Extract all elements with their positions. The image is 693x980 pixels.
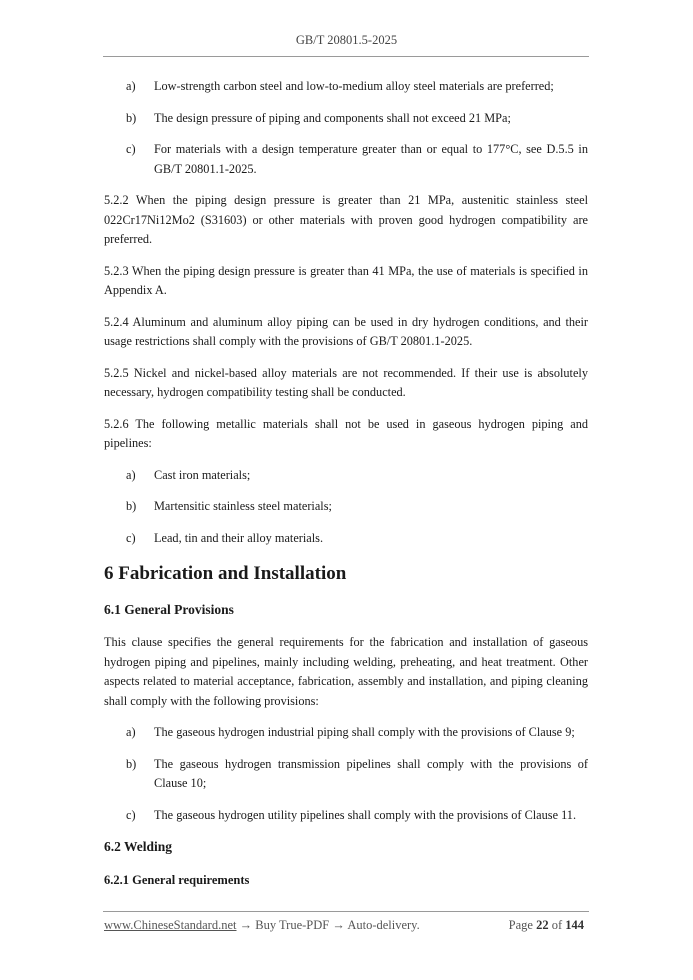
- list-item-label: c): [126, 530, 136, 545]
- list-item-text: Cast iron materials;: [154, 467, 251, 482]
- section-6-1-heading: 6.1 General Provisions: [104, 602, 234, 617]
- list-item: [104, 806, 588, 826]
- arrow-icon: →: [239, 918, 253, 932]
- current-page: 22: [536, 918, 549, 932]
- list-item-text: Low-strength carbon steel and low-to-medium alloy steel materials are preferred;: [154, 79, 554, 93]
- footer-divider: [103, 911, 589, 912]
- list-item: [104, 466, 588, 486]
- list-item: [104, 497, 588, 517]
- list-item-text: The gaseous hydrogen utility pipelines shall comply with the provisions of Clause 11.: [154, 807, 577, 822]
- clause-5-2-2: 5.2.2 When the piping design pressure is greater than 21 MPa, austenitic stainless steel 022Cr17Ni12Mo2 (S31603) or other materials with proven good hydrogen compatibility are preferred.: [104, 193, 588, 246]
- of-label: of: [551, 918, 563, 932]
- list-item-label: a): [126, 725, 136, 739]
- list-item-text: Martensitic stainless steel materials;: [154, 499, 332, 513]
- clause-5-2-4: 5.2.4 Aluminum and aluminum alloy piping can be used in dry hydrogen conditions, and their usage restrictions shall comply with the provisions of GB/T 20801.1-2025.: [104, 314, 588, 348]
- page-footer: [104, 918, 588, 933]
- list-item-text: The gaseous hydrogen industrial piping shall comply with the provisions of Clause 9;: [154, 725, 575, 739]
- section-6-2-heading: 6.2 Welding: [104, 839, 173, 854]
- page-label: Page: [508, 918, 533, 932]
- list-item-text: For materials with a design temperature greater than or equal to 177°C, see D.5.5 in GB/T 20801.1-2025.: [154, 142, 588, 176]
- clause-5-2-3: 5.2.3 When the piping design pressure is greater than 41 MPa, the use of materials is specified in Appendix A.: [104, 263, 588, 297]
- arrow-icon: →: [332, 918, 345, 932]
- section-6-1-body: This clause specifies the general requirements for the fabrication and installation of gaseous hydrogen piping and pipelines, mainly including welding, preheating, and heat treatment. Other aspects related to material acceptance, fabrication, assembly and installation, and piping cleaning shall comply with the following provisions:: [104, 635, 588, 708]
- list-item: [104, 140, 588, 179]
- page-number: [509, 918, 584, 933]
- list-item-text: The design pressure of piping and components shall not exceed 21 MPa;: [154, 110, 511, 125]
- list-item-label: b): [126, 499, 137, 513]
- total-pages: 144: [565, 918, 584, 932]
- list-item-label: a): [126, 79, 136, 93]
- list-item: [104, 77, 588, 97]
- buy-pdf-text: Buy True-PDF: [255, 918, 330, 932]
- list-item-label: a): [126, 467, 136, 482]
- list-item: [104, 109, 588, 129]
- list-item: [104, 723, 588, 743]
- section-6-heading: 6 Fabrication and Installation: [104, 563, 347, 584]
- list-item-text: The gaseous hydrogen transmission pipelines shall comply with the provisions of Clause 10;: [154, 756, 588, 790]
- list-item: [104, 529, 588, 549]
- clause-5-2-6: 5.2.6 The following metallic materials shall not be used in gaseous hydrogen piping and pipelines:: [104, 416, 588, 450]
- section-6-2-1-heading: 6.2.1 General requirements: [104, 873, 250, 887]
- list-item: [104, 755, 588, 794]
- clause-5-2-5: 5.2.5 Nickel and nickel-based alloy materials are not recommended. If their use is absolutely necessary, hydrogen compatibility testing shall be conducted.: [104, 365, 588, 399]
- auto-delivery-text: Auto-delivery.: [347, 918, 420, 932]
- site-link[interactable]: www.ChineseStandard.net: [104, 918, 237, 932]
- page-header: GB/T 20801.5-2025: [295, 33, 398, 47]
- list-item-text: Lead, tin and their alloy materials.: [154, 530, 324, 545]
- list-item-label: c): [126, 142, 136, 156]
- list-item-label: b): [126, 756, 137, 771]
- page-content: [104, 77, 588, 890]
- list-item-label: b): [126, 110, 137, 125]
- list-item-label: c): [126, 807, 136, 822]
- header-divider: [103, 56, 589, 57]
